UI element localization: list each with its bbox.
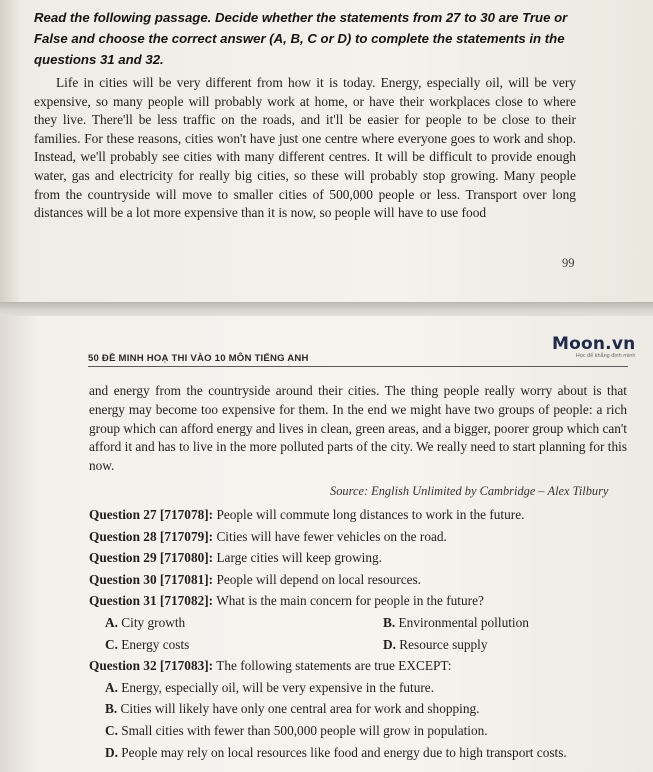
option-d[interactable]: [105, 742, 629, 764]
question-30: [89, 569, 629, 591]
option-text: People may rely on local resources like food and energy due to high transport costs.: [121, 744, 567, 760]
question-head: Question 30 [717081]:: [89, 571, 214, 587]
question-32-options: [89, 677, 629, 763]
option-text: Energy, especially oil, will be very expensive in the future.: [121, 679, 435, 695]
option-letter: C.: [105, 722, 118, 738]
question-text: The following statements are true EXCEPT:: [216, 658, 452, 674]
option-text: Environmental pollution: [398, 614, 529, 630]
brand-logo: [552, 334, 635, 359]
question-head: Question 28 [717079]:: [89, 528, 214, 544]
header-rule: [88, 366, 628, 367]
option-letter: B.: [383, 614, 396, 630]
questions-block: [89, 504, 629, 763]
question-head: Question 27 [717078]:: [89, 507, 214, 522]
passage-part-2: and energy from the countryside around their cities. The thing people really worry about is that energy may become too expensive for them. In the end we might have two groups of people: a rich group which can afford energy and lives in clean, green areas, and a bigger, poorer group which can't afford it and has to live in the more polluted parts of the city. We really need to start planning for this now.: [89, 383, 627, 474]
question-29: [89, 547, 629, 569]
question-31-options: [89, 612, 629, 655]
brand-tagline: Học để khẳng định mình: [575, 353, 636, 359]
option-letter: D.: [383, 636, 396, 652]
running-head: 50 ĐỀ MINH HOẠ THI VÀO 10 MÔN TIẾNG ANH: [88, 353, 309, 364]
option-letter: C.: [105, 636, 118, 652]
option-a[interactable]: [105, 677, 629, 699]
option-letter: D.: [105, 744, 118, 760]
page-number: 99: [562, 256, 575, 270]
question-text: Cities will have fewer vehicles on the road.: [216, 528, 447, 544]
question-text: Large cities will keep growing.: [216, 550, 382, 566]
question-text: People will depend on local resources.: [216, 571, 422, 587]
instructions: Read the following passage. Decide whether the statements from 27 to 30 are True or False and choose the correct answer (A, B, C or D) to complete the statements in the questions 31 and 32.: [34, 10, 568, 67]
option-text: Small cities with fewer than 500,000 people will grow in population.: [121, 722, 488, 738]
question-28: [89, 526, 629, 548]
question-27: [89, 504, 629, 526]
top-page: [0, 0, 653, 302]
source-citation: Source: English Unlimited by Cambridge – Alex Tilbury: [330, 484, 609, 498]
option-letter: A.: [105, 679, 118, 695]
page-gap: [0, 302, 653, 316]
option-d[interactable]: [383, 634, 633, 656]
option-b[interactable]: [383, 612, 633, 634]
passage-part-1: [34, 74, 576, 223]
question-31: [89, 590, 629, 612]
option-text: City growth: [121, 614, 186, 630]
question-head: Question 32 [717083]:: [89, 658, 214, 674]
question-32: [89, 655, 629, 677]
option-text: Resource supply: [399, 636, 488, 652]
option-c[interactable]: [105, 720, 629, 742]
option-b[interactable]: [105, 698, 629, 720]
question-text: People will commute long distances to work in the future.: [216, 507, 525, 522]
option-letter: A.: [105, 614, 118, 630]
passage-part-1-text: Life in cities will be very different from how it is today. Energy, especially oil, will be very expensive, so many people will probably work at home, or have their workplaces close to where they live. There'll be less traffic on the roads, and it'll be easier for people to be close to their families. For these reasons, cities won't have just one centre where everyone goes to work and shop. Instead, we'll probably see cities with many different centres. It will be difficult to provide enough water, gas and electricity for really big cities, so these will probably stop growing. Many people from the countryside will move to smaller cities of 500,000 people or less. Transport over long distances will be a lot more expensive than it is now, so people will have to use food: [34, 75, 576, 221]
option-a[interactable]: [105, 612, 383, 634]
bottom-page: [0, 316, 653, 772]
option-c[interactable]: [105, 634, 383, 656]
question-text: What is the main concern for people in the future?: [216, 593, 484, 609]
brand-name: Moon.vn: [552, 334, 636, 354]
option-text: Energy costs: [121, 636, 190, 652]
option-text: Cities will likely have only one central area for work and shopping.: [120, 701, 480, 717]
option-letter: B.: [105, 701, 118, 717]
question-head: Question 31 [717082]:: [89, 593, 214, 609]
question-head: Question 29 [717080]:: [89, 550, 214, 566]
